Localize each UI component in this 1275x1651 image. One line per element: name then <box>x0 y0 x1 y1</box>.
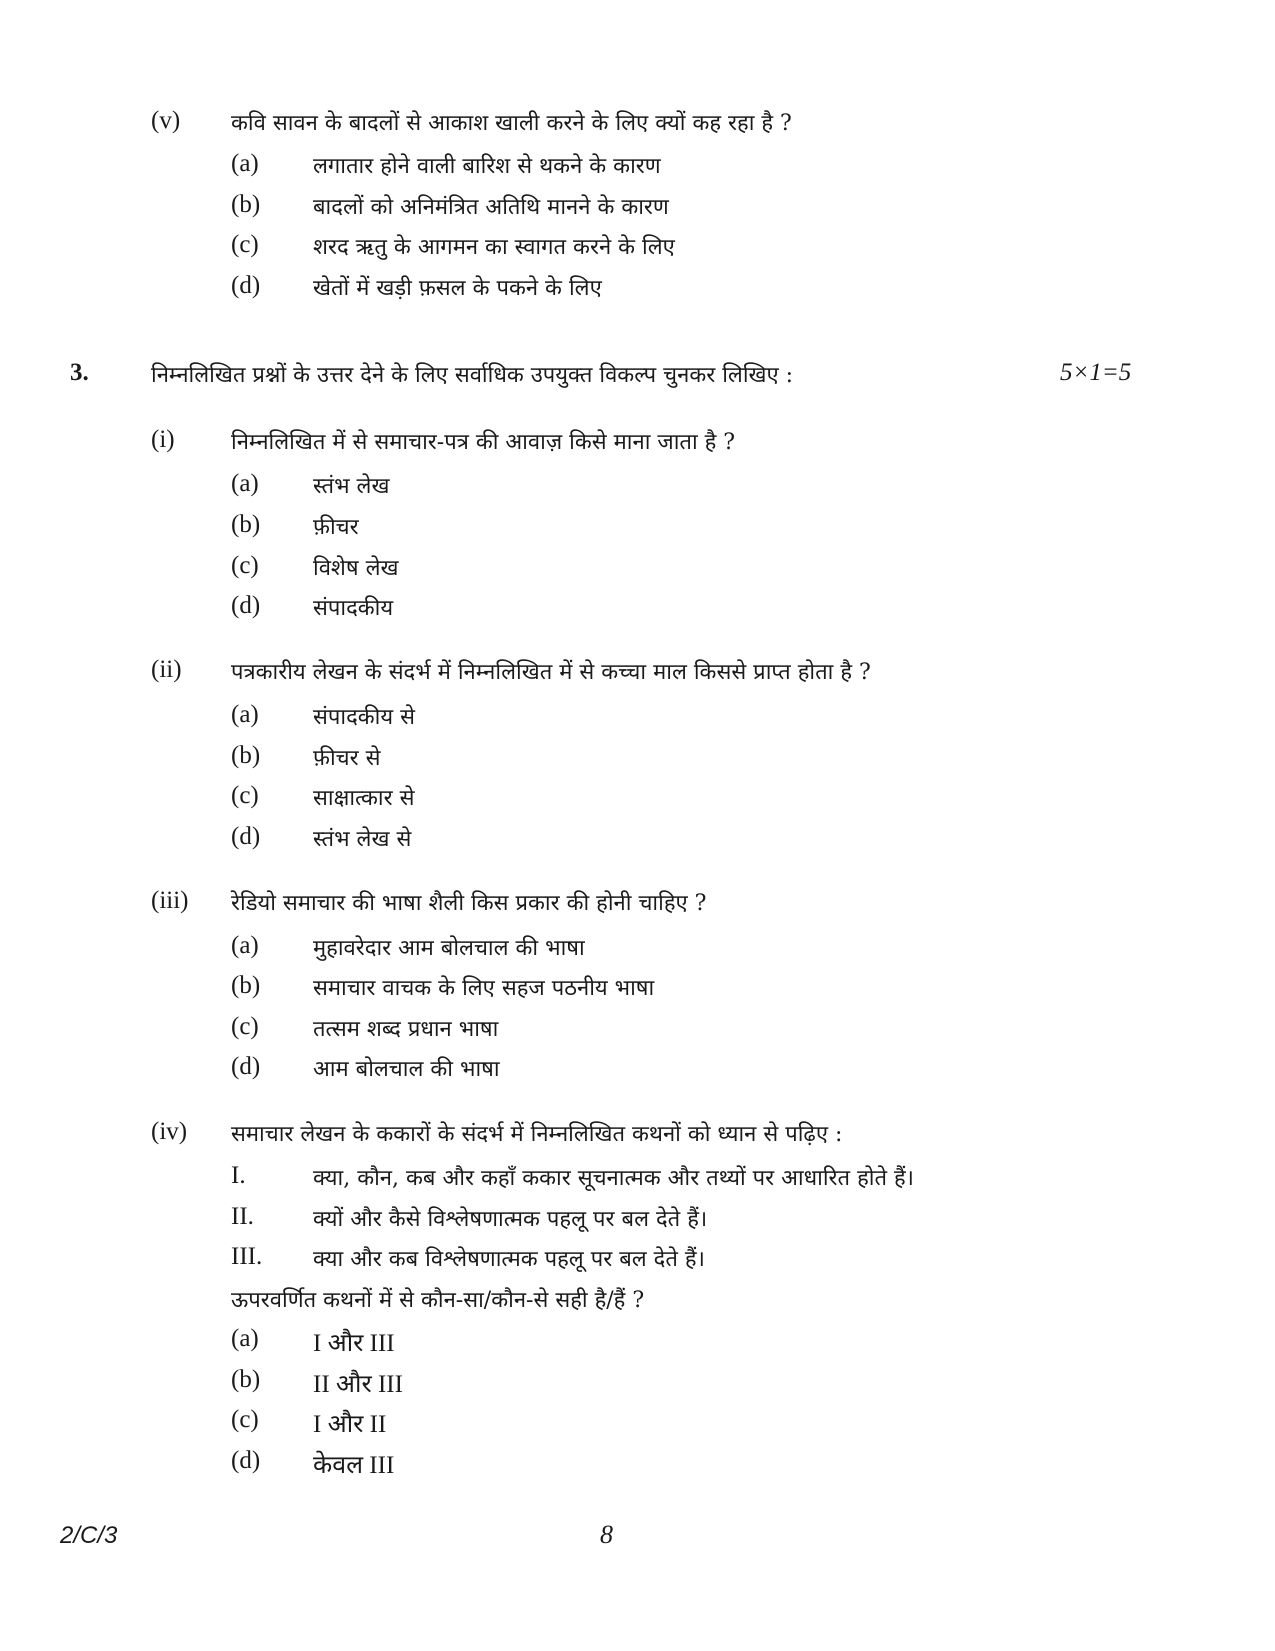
option-text: फ़ीचर से <box>313 746 381 771</box>
subquestion-text: निम्नलिखित में से समाचार-पत्र की आवाज़ किसे माना जाता है ? <box>231 430 736 455</box>
statement-label: III. <box>231 1243 263 1270</box>
statement-label: II. <box>231 1203 254 1230</box>
option-label: (d) <box>231 592 261 619</box>
option-label: (a) <box>231 470 259 497</box>
statement-label: I. <box>231 1162 246 1189</box>
option-label: (c) <box>231 1406 259 1433</box>
option-label: (c) <box>231 782 259 809</box>
option-text: साक्षात्कार से <box>313 786 415 811</box>
option-label: (d) <box>231 1053 261 1080</box>
q3-number: 3. <box>70 359 89 386</box>
option-text: I और III <box>313 1330 395 1357</box>
option-label: (d) <box>231 1447 261 1474</box>
option-text: केवल III <box>313 1452 395 1479</box>
subquestion-text: समाचार लेखन के ककारों के संदर्भ में निम्नलिखित कथनों को ध्यान से पढ़िए : <box>231 1122 843 1147</box>
option-label: (a) <box>231 150 259 177</box>
q2v-question: कवि सावन के बादलों से आकाश खाली करने के लिए क्यों कह रहा है ? <box>231 111 792 136</box>
option-label: (a) <box>231 932 259 959</box>
option-label: (b) <box>231 742 261 769</box>
option-label: (a) <box>231 701 259 728</box>
statement-question: ऊपरवर्णित कथनों में से कौन-सा/कौन-से सही है/हैं ? <box>231 1288 645 1313</box>
option-text: मुहावरेदार आम बोलचाल की भाषा <box>313 936 585 961</box>
subquestion-text: रेडियो समाचार की भाषा शैली किस प्रकार की होनी चाहिए ? <box>231 891 707 916</box>
option-label: (d) <box>231 823 261 850</box>
option-text: II और III <box>313 1371 403 1398</box>
option-text: स्तंभ लेख <box>313 474 390 499</box>
option-label: (a) <box>231 1325 259 1352</box>
option-label: (c) <box>231 552 259 579</box>
option-text: फ़ीचर <box>313 515 359 540</box>
option-label: (b) <box>231 191 261 218</box>
option-text: लगातार होने वाली बारिश से थकने के कारण <box>313 154 661 179</box>
option-text: समाचार वाचक के लिए सहज पठनीय भाषा <box>313 976 655 1001</box>
option-label: (b) <box>231 972 261 999</box>
option-text: शरद ऋतु के आगमन का स्वागत करने के लिए <box>313 235 675 260</box>
option-text: संपादकीय से <box>313 705 415 730</box>
q3-instruction: निम्नलिखित प्रश्नों के उत्तर देने के लिए सर्वाधिक उपयुक्त विकल्प चुनकर लिखिए : <box>151 363 794 388</box>
option-label: (d) <box>231 272 261 299</box>
option-label: (b) <box>231 1366 261 1393</box>
q3-marks: 5×1=5 <box>1060 359 1132 386</box>
option-text: खेतों में खड़ी फ़सल के पकने के लिए <box>313 276 602 301</box>
subquestion-number: (iv) <box>151 1118 188 1145</box>
subquestion-number: (ii) <box>151 656 182 683</box>
q2v-number: (v) <box>151 107 181 134</box>
option-text: I और II <box>313 1411 387 1438</box>
page-number: 8 <box>600 1520 613 1549</box>
subquestion-number: (i) <box>151 426 175 453</box>
option-label: (b) <box>231 511 261 538</box>
option-text: बादलों को अनिमंत्रित अतिथि मानने के कारण <box>313 195 669 220</box>
paper-code: 2/C/3 <box>60 1522 118 1549</box>
option-text: तत्सम शब्द प्रधान भाषा <box>313 1017 499 1042</box>
subquestion-text: पत्रकारीय लेखन के संदर्भ में निम्नलिखित में से कच्चा माल किससे प्राप्त होता है ? <box>231 660 871 685</box>
option-text: आम बोलचाल की भाषा <box>313 1057 500 1082</box>
statement-text: क्या और कब विश्लेषणात्मक पहलू पर बल देते हैं। <box>313 1247 705 1272</box>
option-label: (c) <box>231 231 259 258</box>
subquestion-number: (iii) <box>151 887 189 914</box>
statement-text: क्या, कौन, कब और कहाँ ककार सूचनात्मक और तथ्यों पर आधारित होते हैं। <box>313 1166 915 1191</box>
option-text: विशेष लेख <box>313 556 399 581</box>
option-text: स्तंभ लेख से <box>313 827 412 852</box>
statement-text: क्यों और कैसे विश्लेषणात्मक पहलू पर बल देते हैं। <box>313 1207 708 1232</box>
option-label: (c) <box>231 1013 259 1040</box>
option-text: संपादकीय <box>313 596 394 621</box>
